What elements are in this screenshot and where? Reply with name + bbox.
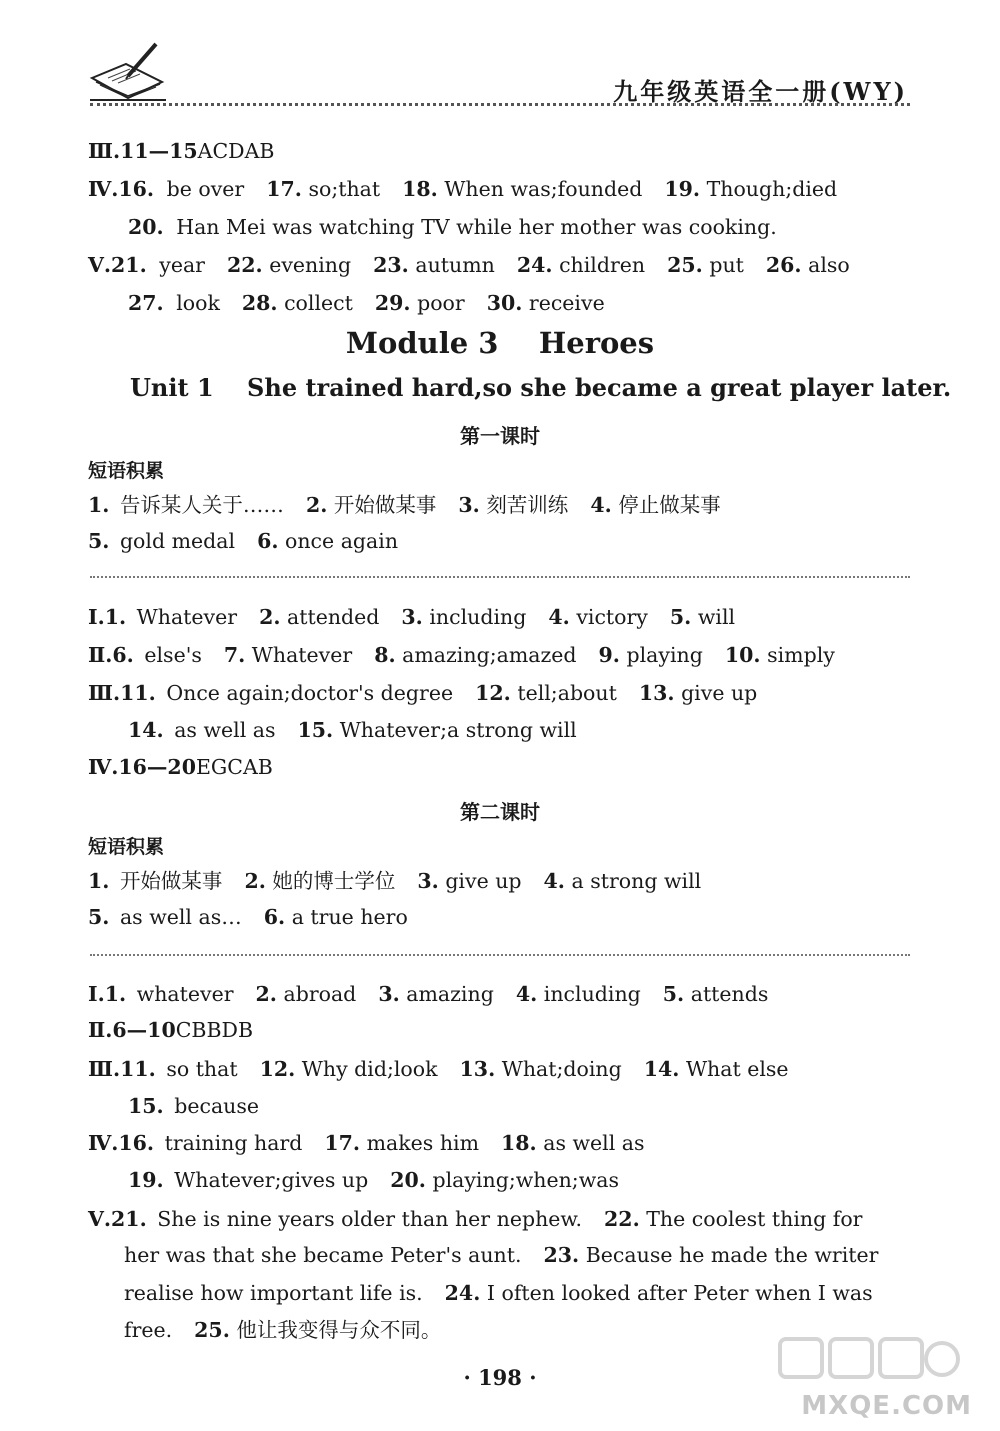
phrase-line: 5. gold medal 6. once again	[88, 529, 399, 553]
answer-line: Ⅴ.21. year 22. evening 23. autumn 24. children 25. put 26. also	[88, 253, 850, 277]
phrase-line: 5. as well as… 6. a true hero	[88, 905, 408, 929]
answer-line: 14. as well as 15. Whatever;a strong will	[128, 718, 577, 742]
answer-line: Ⅳ.16. training hard 17. makes him 18. as well as	[88, 1131, 645, 1155]
page-number: · 198 ·	[463, 1365, 537, 1390]
phrases-heading: 短语积累	[88, 460, 165, 482]
phrases-heading: 短语积累	[88, 836, 165, 858]
answer-line: Ⅳ.16. be over 17. so;that 18. When was;founded 19. Though;died	[88, 177, 838, 201]
unit-title: Unit 1 She trained hard,so she became a great player later.	[130, 373, 952, 402]
answer-line: Ⅲ.11—15ACDAB	[88, 139, 275, 163]
module-title: Module 3 Heroes	[345, 326, 655, 360]
phrase-line: 1. 告诉某人关于…… 2. 开始做某事 3. 刻苦训练 4. 停止做某事	[88, 493, 721, 517]
header-divider	[90, 103, 910, 106]
phrase-line: 1. 开始做某事 2. 她的博士学位 3. give up 4. a strong will	[88, 869, 702, 893]
answer-line: Ⅰ.1. Whatever 2. attended 3. including 4. victory 5. will	[88, 605, 736, 629]
answer-line: 15. because	[128, 1094, 260, 1118]
notebook-pen-logo-icon	[88, 38, 168, 106]
answer-line: free. 25. 他让我变得与众不同。	[124, 1318, 442, 1342]
section-divider	[90, 576, 910, 578]
header-title: 九年级英语全一册(WY)	[613, 77, 908, 106]
answer-line: Ⅱ.6. else's 7. Whatever 8. amazing;amazed 9. playing 10. simply	[88, 643, 835, 667]
answer-line: 19. Whatever;gives up 20. playing;when;was	[128, 1168, 620, 1192]
answer-line: her was that she became Peter's aunt. 23. Because he made the writer	[124, 1243, 879, 1267]
answer-line: Ⅰ.1. whatever 2. abroad 3. amazing 4. including 5. attends	[88, 982, 769, 1006]
answer-line: Ⅴ.21. She is nine years older than her nephew. 22. The coolest thing for	[88, 1207, 863, 1231]
watermark-text: MXQE.COM	[801, 1391, 972, 1421]
answer-line: Ⅲ.11. Once again;doctor's degree 12. tell;about 13. give up	[88, 681, 758, 705]
answer-line: Ⅲ.11. so that 12. Why did;look 13. What;doing 14. What else	[88, 1057, 789, 1081]
answer-line: Ⅱ.6—10CBBDB	[88, 1018, 254, 1042]
lesson-1-title: 第一课时	[460, 424, 540, 448]
lesson-2-title: 第二课时	[460, 800, 540, 824]
answer-line: realise how important life is. 24. I often looked after Peter when I was	[124, 1281, 873, 1305]
answer-line: 27. look 28. collect 29. poor 30. receive	[128, 291, 605, 315]
answer-line: Ⅳ.16—20EGCAB	[88, 755, 273, 779]
section-divider	[90, 954, 910, 956]
answer-line: 20. Han Mei was watching TV while her mother was cooking.	[128, 215, 777, 239]
